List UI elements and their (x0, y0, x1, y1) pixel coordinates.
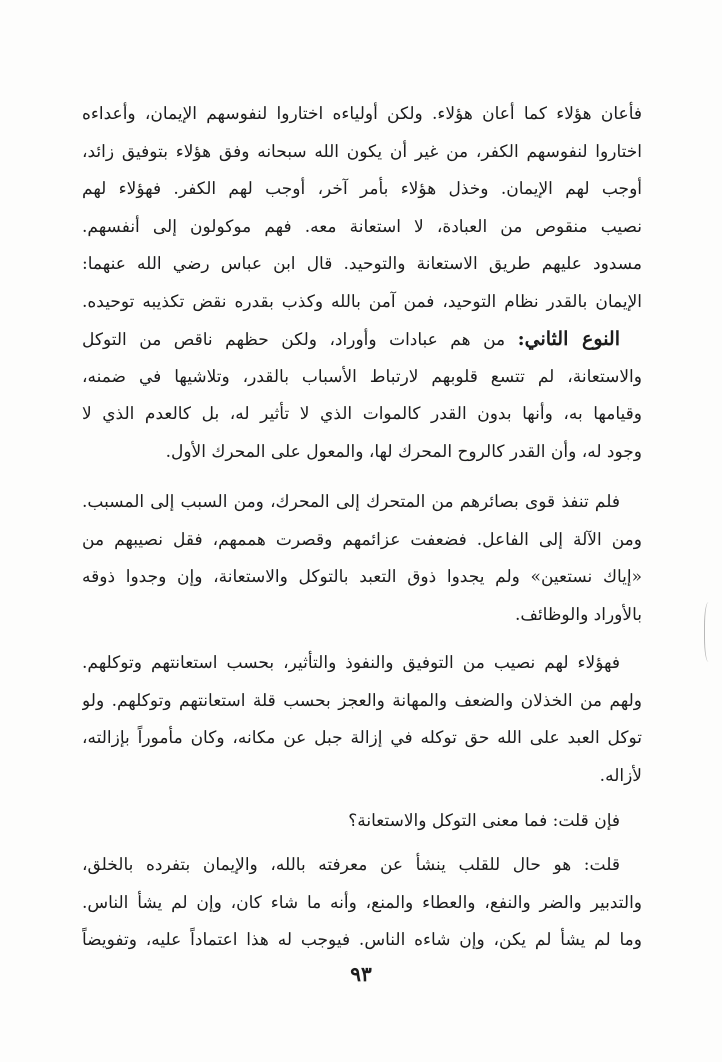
text-line: قلت: هو حال للقلب ينشأ عن معرفته بالله، والإيمان بتفرده بالخلق، (82, 855, 620, 875)
section-heading: النوع الثاني: (517, 328, 621, 350)
text-line: ومن الآلة إلى الفاعل. فضعفت عزائمهم وقصرت هممهم، فقل نصيبهم من (82, 529, 642, 550)
margin-mark (704, 602, 715, 662)
text-line: وقيامها به، وأنها بدون القدر كالموات الذي لا تأثير له، بل كالعدم الذي لا (82, 404, 642, 424)
paragraph-6 (82, 847, 642, 960)
text-line: أوجب لهم الإيمان. وخذل هؤلاء بأمر آخر، أوجب لهم الكفر. فهؤلاء لهم (82, 179, 642, 199)
text-line: من هم عبادات وأوراد، ولكن حظهم ناقص من التوكل (82, 330, 506, 350)
paragraph-3 (82, 484, 642, 634)
text-line: فهؤلاء لهم نصيب من التوفيق والنفوذ والتأثير، بحسب استعانتهم وتوكلهم. (82, 653, 620, 673)
text-line: الإيمان بالقدر نظام التوحيد، فمن آمن بالله وكذب بقدره نقض تكذيبه توحيده. (82, 291, 642, 312)
text-line: فإن قلت: فما معنى التوكل والاستعانة؟ (348, 811, 620, 831)
paragraph-5 (82, 803, 642, 841)
text-line: ولهم من الخذلان والضعف والمهانة والعجز بحسب قلة استعانتهم وتوكلهم. ولو (82, 690, 642, 711)
text-line: نصيب منقوص من العبادة، لا استعانة معه. فهم موكولون إلى أنفسهم. (82, 216, 642, 237)
text-line: فأعان هؤلاء كما أعان هؤلاء. ولكن أولياءه اختاروا لنفوسهم الإيمان، وأعداءه (82, 104, 642, 124)
text-line-with-heading (82, 321, 642, 359)
text-line: اختاروا لنفوسهم الكفر، من غير أن يكون الله سبحانه وفق هؤلاء بتوفيق زائد، (82, 141, 642, 162)
text-line: توكل العبد على الله حق توكله في إزالة جبل عن مكانه، وكان مأموراً بإزالته، (82, 728, 642, 748)
text-line: وما لم يشأ لم يكن، وإن شاءه الناس. فيوجب له هذا اعتماداً عليه، وتفويضاً (82, 930, 642, 950)
text-line: وجود له، وأن القدر كالروح المحرك لها، والمعول على المحرك الأول. (165, 441, 642, 462)
text-line: والتدبير والضر والنفع، والعطاء والمنع، وأنه ما شاء كان، وإن لم يشأ الناس. (82, 892, 642, 913)
text-line: فلم تنفذ قوى بصائرهم من المتحرك إلى المحرك، ومن السبب إلى المسبب. (82, 492, 620, 512)
text-line: بالأوراد والوظائف. (514, 604, 642, 625)
page-number: ٩٣ (350, 962, 372, 986)
paragraph-2 (82, 321, 642, 471)
text-line: والاستعانة، لم تتسع قلوبهم لارتباط الأسباب بالقدر، وتلاشيها في ضمنه، (82, 366, 642, 387)
text-line: لأزاله. (599, 765, 642, 786)
text-line: «إياك نستعين» ولم يجدوا ذوق التعبد بالتوكل والاستعانة، وإن وجدوا ذوقه (82, 567, 642, 587)
text-line: مسدود عليهم طريق الاستعانة والتوحيد. قال ابن عباس رضي الله عنهما: (82, 254, 642, 274)
paragraph-4 (82, 645, 642, 795)
paragraph-1 (82, 96, 642, 321)
